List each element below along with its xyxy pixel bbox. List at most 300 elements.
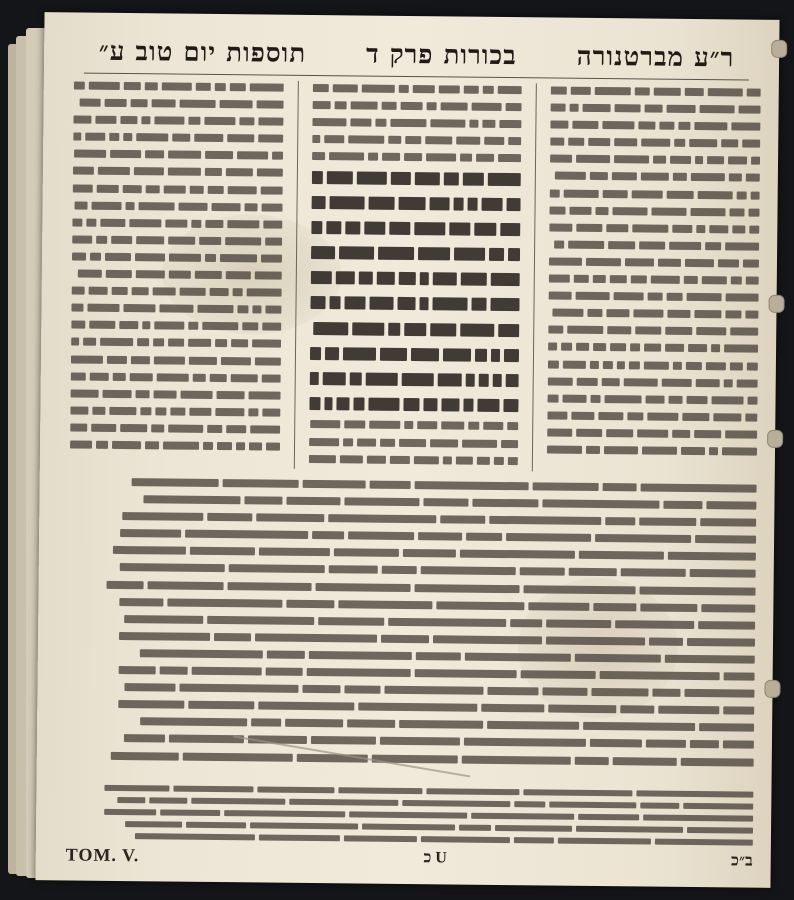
text-word	[155, 407, 166, 415]
text-word	[362, 824, 455, 831]
text-word	[217, 442, 232, 450]
text-line	[547, 425, 757, 441]
text-word	[438, 373, 462, 386]
text-word	[399, 438, 425, 446]
text-word	[250, 425, 280, 433]
text-word	[731, 276, 742, 284]
text-line	[547, 442, 757, 458]
text-word	[124, 615, 203, 624]
text-word	[602, 378, 620, 386]
text-word	[402, 549, 456, 558]
text-line	[73, 147, 283, 163]
text-line	[71, 369, 281, 385]
text-word	[272, 152, 283, 160]
text-word	[421, 836, 510, 843]
text-word	[602, 121, 634, 129]
text-word	[71, 338, 79, 346]
text-word	[746, 413, 758, 421]
text-word	[548, 411, 568, 419]
text-word	[195, 134, 224, 142]
text-word	[209, 374, 227, 382]
text-word	[252, 340, 281, 348]
text-word	[414, 669, 517, 678]
mishnah-column	[308, 81, 522, 471]
text-word	[638, 122, 655, 130]
text-word	[226, 169, 253, 177]
text-word	[155, 117, 185, 125]
text-word	[344, 421, 366, 429]
text-word	[614, 104, 640, 112]
text-word	[466, 533, 502, 541]
text-word	[702, 276, 727, 284]
text-word	[548, 705, 617, 714]
text-line	[73, 164, 283, 180]
text-word	[548, 377, 573, 385]
text-word	[648, 293, 663, 301]
text-word	[237, 152, 268, 160]
text-word	[216, 391, 244, 399]
text-word	[625, 258, 654, 266]
text-word	[349, 136, 385, 144]
text-word	[443, 456, 452, 464]
text-word	[362, 85, 395, 93]
text-word	[548, 343, 557, 351]
text-word	[136, 133, 168, 141]
text-word	[303, 480, 366, 489]
text-line	[312, 115, 522, 131]
text-word	[130, 99, 147, 107]
text-word	[104, 809, 156, 816]
text-word	[673, 173, 687, 181]
text-line	[548, 357, 758, 373]
text-word	[181, 390, 212, 398]
text-line	[549, 272, 759, 288]
text-word	[352, 322, 384, 335]
text-word	[357, 438, 375, 446]
text-word	[223, 479, 299, 488]
text-word	[124, 683, 175, 692]
text-word	[698, 621, 755, 630]
text-word	[92, 201, 122, 209]
text-word	[324, 397, 332, 410]
text-word	[686, 396, 707, 404]
text-word	[605, 395, 641, 403]
text-word	[148, 581, 224, 590]
text-word	[706, 362, 726, 370]
page-header	[84, 31, 749, 81]
text-line	[308, 469, 518, 472]
text-word	[454, 198, 464, 211]
text-word	[382, 566, 417, 574]
text-word	[488, 173, 521, 186]
text-word	[629, 361, 640, 369]
text-word	[682, 413, 709, 421]
text-word	[229, 83, 246, 91]
text-word	[639, 518, 695, 527]
text-word	[604, 446, 638, 454]
text-word	[462, 755, 571, 764]
text-word	[590, 739, 642, 748]
text-word	[310, 420, 340, 428]
text-line	[72, 232, 282, 248]
text-word	[141, 407, 151, 415]
text-word	[483, 422, 503, 430]
text-word	[90, 253, 101, 261]
text-word	[188, 339, 210, 347]
text-line	[311, 192, 521, 216]
text-word	[724, 672, 755, 680]
text-word	[314, 322, 349, 335]
text-word	[199, 237, 221, 245]
text-word	[72, 252, 86, 260]
text-word	[687, 638, 755, 647]
text-word	[136, 236, 164, 244]
text-word	[117, 797, 146, 803]
text-word	[168, 424, 203, 432]
text-word	[606, 429, 633, 437]
text-word	[122, 512, 203, 521]
text-word	[226, 271, 251, 279]
text-word	[266, 650, 305, 658]
text-word	[232, 288, 242, 296]
text-word	[521, 670, 595, 679]
text-word	[312, 152, 326, 160]
text-word	[605, 517, 635, 525]
text-word	[401, 102, 423, 110]
text-line	[551, 83, 761, 99]
text-word	[667, 105, 696, 113]
text-word	[501, 439, 519, 447]
text-word	[637, 429, 668, 437]
text-word	[430, 197, 450, 210]
text-word	[474, 223, 496, 236]
text-word	[152, 99, 176, 107]
text-word	[489, 516, 601, 525]
text-word	[548, 360, 559, 368]
text-word	[436, 601, 525, 610]
text-word	[725, 430, 757, 438]
text-word	[191, 798, 285, 805]
text-word	[290, 799, 399, 806]
text-word	[198, 305, 234, 313]
text-word	[77, 270, 102, 278]
text-word	[645, 395, 665, 403]
text-word	[549, 275, 570, 283]
text-word	[460, 154, 473, 162]
text-word	[491, 273, 520, 286]
text-word	[674, 139, 685, 147]
text-word	[73, 116, 92, 124]
text-word	[654, 88, 681, 96]
text-word	[746, 311, 759, 319]
text-word	[678, 122, 691, 130]
text-word	[245, 496, 283, 504]
text-word	[251, 719, 281, 727]
text-word	[328, 514, 436, 523]
text-word	[549, 257, 582, 265]
text-word	[685, 689, 755, 698]
text-word	[338, 787, 422, 794]
text-word	[487, 721, 579, 730]
text-word	[487, 687, 538, 696]
text-word	[188, 322, 198, 330]
text-word	[167, 168, 201, 176]
text-word	[686, 361, 702, 369]
text-line	[73, 130, 283, 146]
text-word	[551, 86, 567, 94]
text-word	[659, 122, 674, 130]
text-word	[654, 839, 753, 846]
text-word	[183, 752, 293, 761]
text-word	[729, 362, 743, 370]
text-word	[471, 813, 574, 820]
text-word	[746, 89, 760, 97]
text-word	[457, 137, 481, 145]
text-word	[413, 85, 435, 93]
text-word	[226, 425, 246, 433]
text-word	[132, 287, 148, 295]
text-word	[154, 339, 165, 347]
text-word	[418, 532, 462, 540]
text-word	[729, 208, 744, 216]
binding-stitch	[767, 430, 783, 448]
text-word	[379, 737, 459, 746]
text-line	[70, 386, 280, 402]
text-word	[640, 802, 679, 808]
text-word	[614, 292, 644, 300]
text-word	[683, 803, 753, 810]
text-word	[318, 617, 385, 626]
text-word	[220, 254, 256, 262]
text-word	[118, 700, 185, 709]
text-word	[647, 412, 678, 420]
text-word	[390, 455, 410, 463]
text-word	[595, 534, 691, 543]
text-line	[550, 203, 760, 219]
text-word	[261, 374, 280, 382]
text-word	[465, 373, 474, 386]
text-word	[477, 399, 499, 412]
text-word	[554, 240, 564, 248]
text-word	[255, 633, 376, 642]
text-word	[106, 580, 143, 588]
text-word	[266, 668, 303, 676]
text-word	[252, 306, 261, 314]
text-word	[71, 304, 83, 312]
text-word	[263, 220, 282, 228]
text-word	[508, 457, 518, 465]
text-word	[190, 185, 204, 193]
text-word	[212, 203, 241, 211]
signature-mark: כ U	[423, 849, 447, 867]
page-footer	[66, 842, 753, 873]
text-word	[310, 271, 331, 284]
text-word	[370, 481, 411, 489]
text-word	[643, 814, 753, 821]
text-line	[312, 149, 522, 165]
text-word	[687, 827, 753, 834]
text-word	[591, 395, 601, 403]
text-word	[750, 225, 760, 233]
text-line	[72, 284, 282, 300]
text-word	[464, 86, 479, 94]
text-word	[667, 310, 690, 318]
text-word	[695, 535, 756, 544]
text-word	[325, 347, 340, 360]
text-word	[576, 826, 683, 833]
text-line	[550, 152, 760, 168]
text-word	[344, 297, 365, 310]
text-word	[707, 157, 724, 165]
text-word	[189, 117, 200, 125]
text-word	[533, 482, 598, 491]
text-word	[722, 447, 757, 455]
text-word	[547, 445, 582, 453]
text-word	[483, 86, 494, 94]
commentary-full-width	[67, 474, 757, 781]
text-word	[389, 222, 410, 235]
text-word	[338, 600, 432, 609]
text-word	[123, 133, 132, 141]
text-word	[442, 398, 460, 411]
text-word	[739, 106, 761, 114]
text-word	[168, 339, 184, 347]
text-word	[551, 121, 569, 129]
text-word	[699, 723, 754, 732]
text-word	[137, 339, 149, 347]
text-word	[478, 373, 489, 386]
text-word	[110, 150, 141, 158]
text-word	[96, 184, 119, 192]
text-word	[364, 222, 385, 235]
text-word	[430, 439, 459, 447]
text-word	[172, 134, 191, 142]
text-word	[574, 275, 589, 283]
text-word	[109, 133, 119, 141]
text-word	[104, 785, 169, 792]
text-word	[462, 439, 497, 447]
text-word	[168, 236, 195, 244]
text-word	[462, 173, 484, 186]
text-word	[125, 202, 134, 210]
text-word	[248, 391, 280, 399]
text-word	[549, 326, 564, 334]
text-word	[310, 347, 321, 360]
text-word	[504, 349, 520, 362]
text-word	[416, 652, 461, 660]
text-word	[382, 102, 397, 110]
text-word	[170, 407, 185, 415]
text-word	[207, 616, 314, 625]
text-word	[329, 153, 363, 161]
volume-label: TOM. V.	[65, 843, 140, 865]
text-word	[348, 532, 414, 541]
text-word	[180, 288, 207, 296]
text-word	[309, 455, 337, 463]
text-word	[71, 372, 86, 380]
text-word	[208, 185, 224, 193]
text-word	[731, 123, 760, 131]
text-word	[70, 440, 92, 448]
page-mark: ב״כ	[731, 852, 753, 870]
text-word	[506, 374, 519, 387]
text-word	[329, 566, 378, 575]
text-word	[441, 422, 463, 430]
text-word	[503, 399, 519, 412]
text-line	[74, 96, 284, 112]
text-word	[382, 153, 400, 161]
text-word	[71, 321, 85, 329]
text-word	[621, 705, 654, 713]
text-word	[119, 632, 210, 641]
text-word	[312, 531, 343, 539]
text-word	[191, 219, 201, 227]
text-word	[575, 292, 609, 300]
text-word	[89, 321, 115, 329]
text-word	[214, 633, 252, 641]
text-word	[575, 756, 609, 764]
text-word	[105, 253, 131, 261]
text-word	[149, 797, 187, 803]
text-word	[192, 667, 262, 676]
text-line	[310, 292, 520, 316]
text-word	[378, 247, 414, 260]
text-word	[731, 328, 759, 336]
text-word	[598, 412, 623, 420]
text-line	[72, 198, 282, 214]
text-word	[672, 225, 692, 233]
text-word	[111, 236, 133, 244]
text-word	[695, 122, 728, 130]
text-word	[125, 821, 182, 828]
text-word	[261, 186, 283, 194]
text-line	[311, 217, 521, 241]
text-word	[683, 276, 698, 284]
text-word	[312, 118, 346, 126]
text-word	[72, 218, 83, 226]
text-word	[680, 757, 754, 766]
text-word	[464, 738, 586, 747]
text-word	[343, 347, 376, 360]
text-word	[220, 357, 251, 365]
text-line	[550, 220, 760, 236]
text-word	[90, 372, 109, 380]
text-word	[551, 104, 566, 112]
text-word	[310, 296, 326, 309]
text-word	[189, 356, 217, 364]
text-word	[329, 196, 364, 209]
text-word	[343, 438, 353, 446]
text-word	[548, 394, 559, 402]
text-word	[247, 288, 281, 296]
text-word	[418, 247, 451, 260]
text-line	[549, 323, 759, 339]
text-word	[686, 293, 721, 301]
text-word	[529, 602, 590, 611]
text-word	[258, 702, 353, 711]
header-right-title: ר״ע מברטנורה	[576, 41, 735, 74]
text-line	[70, 437, 280, 453]
text-word	[652, 689, 681, 697]
text-word	[178, 202, 208, 210]
text-word	[369, 297, 394, 310]
text-word	[635, 327, 661, 335]
text-word	[668, 552, 756, 561]
text-word	[167, 598, 282, 607]
text-word	[694, 430, 721, 438]
text-word	[551, 138, 564, 146]
text-word	[426, 154, 456, 162]
